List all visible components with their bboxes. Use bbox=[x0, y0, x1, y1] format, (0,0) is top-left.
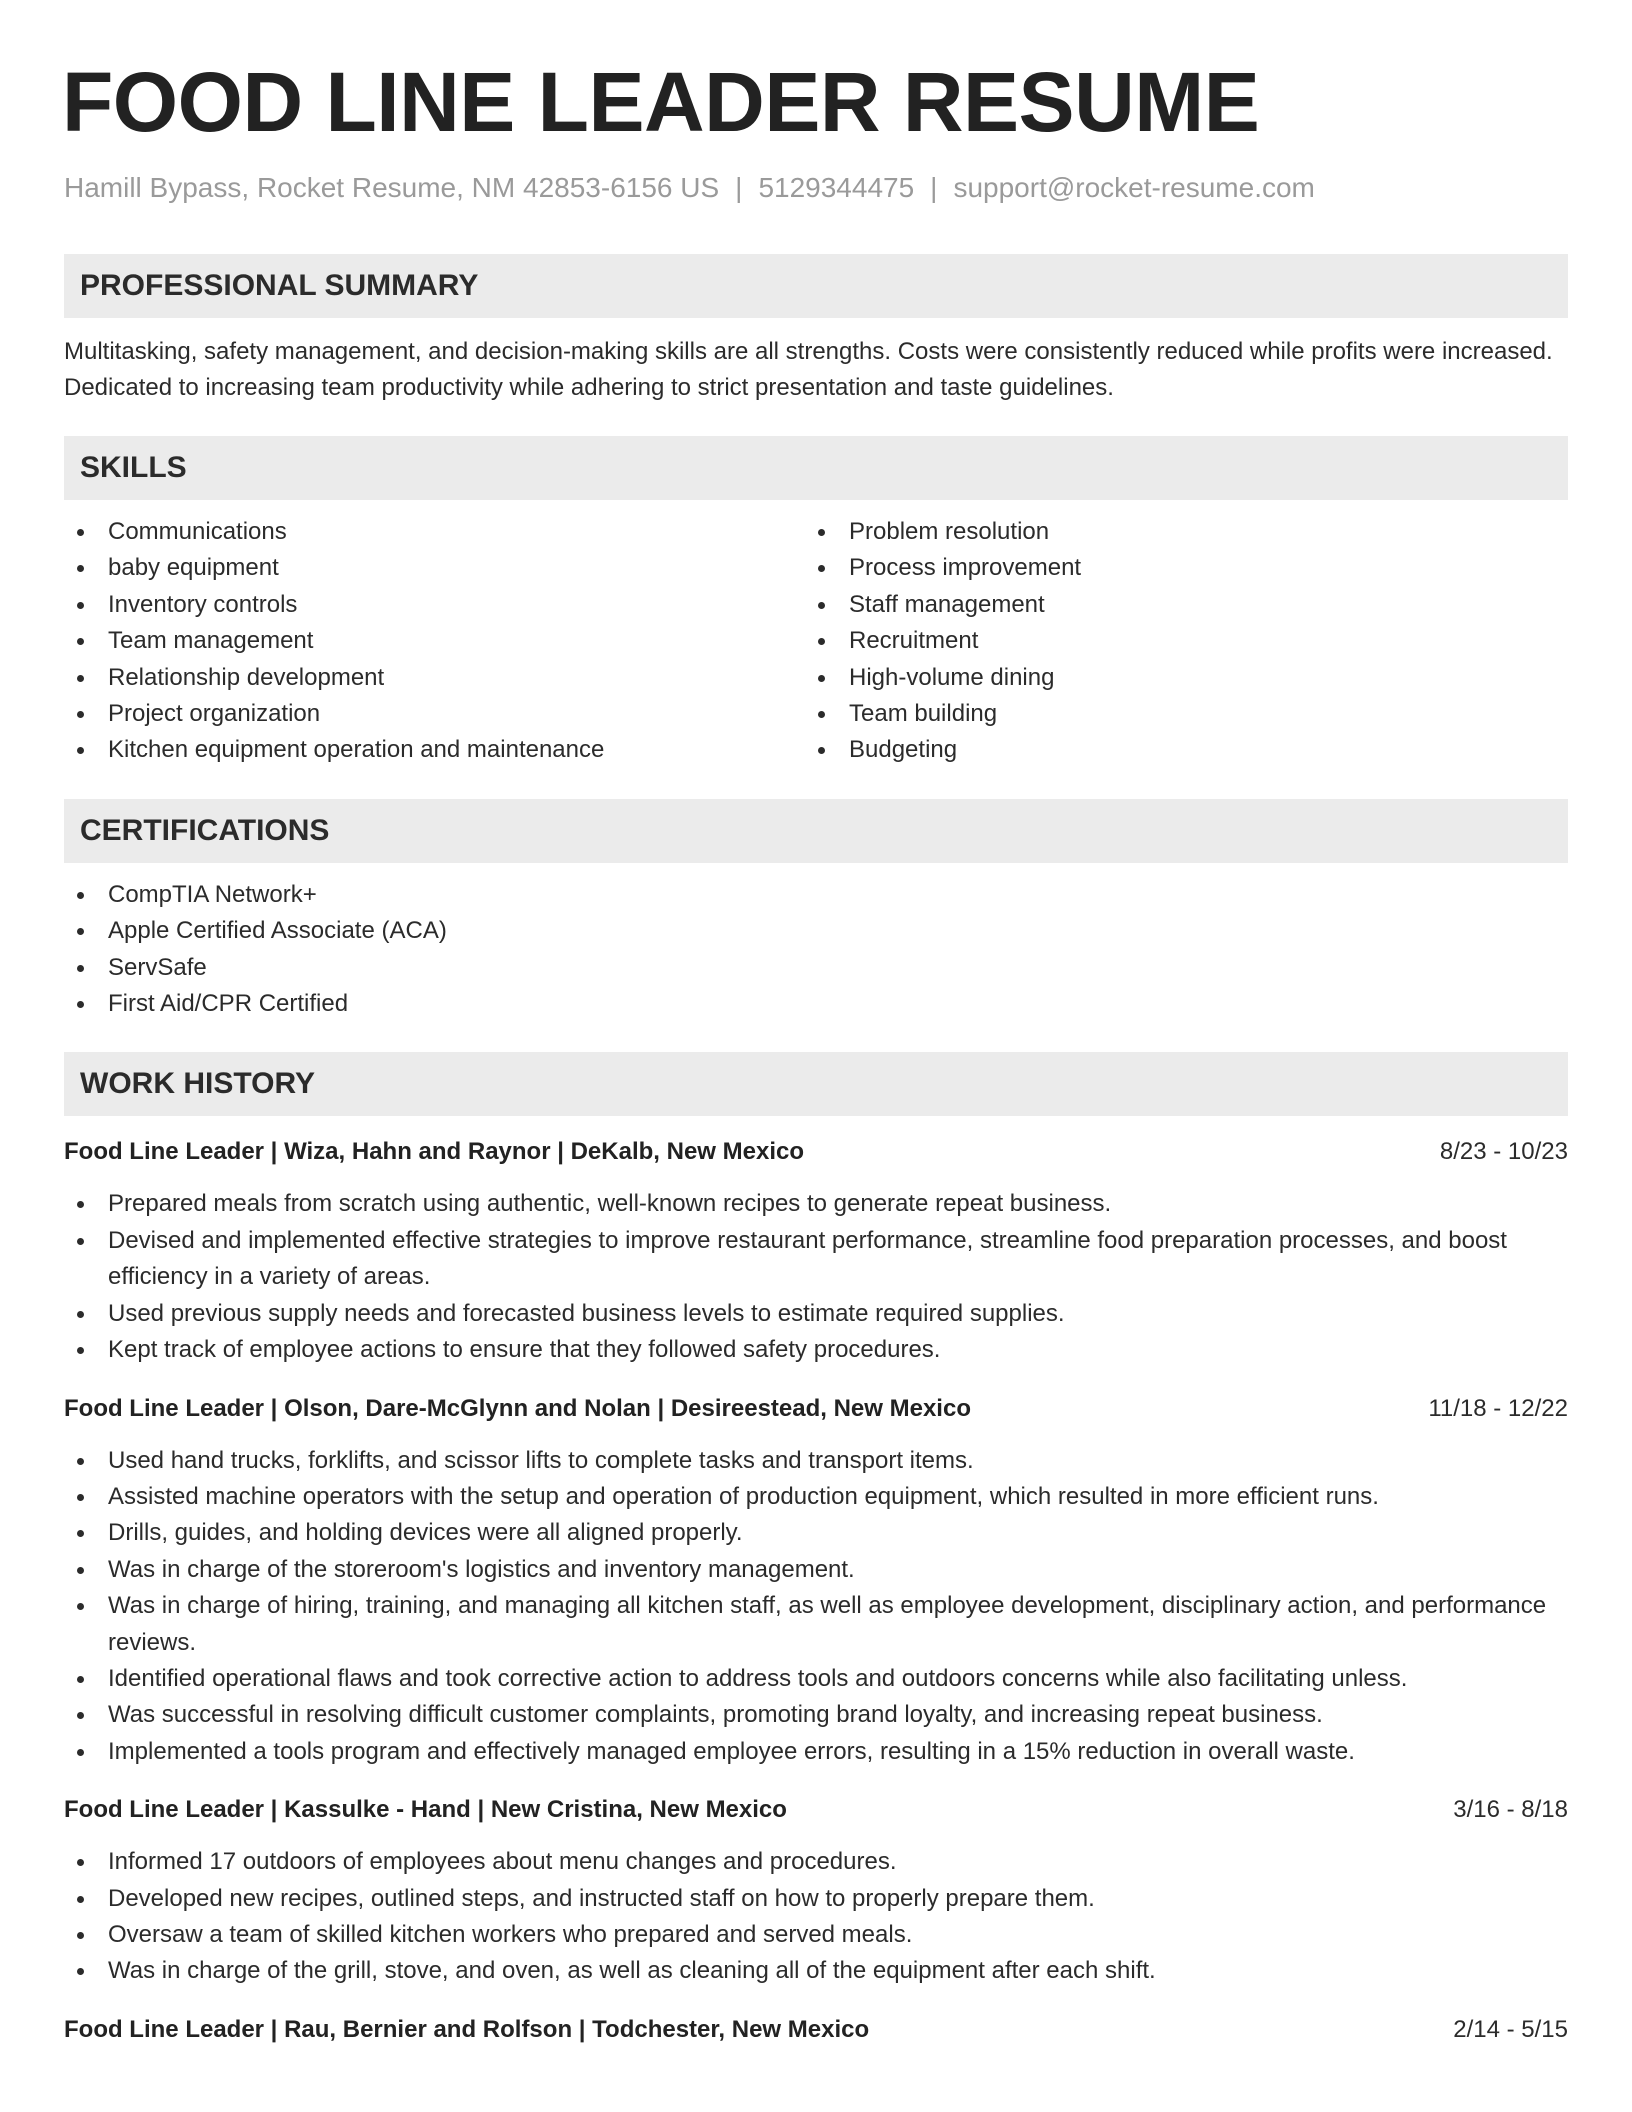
job-bullet: Was in charge of hiring, training, and managing all kitchen staff, as well as employee development, disciplinary action, and performance reviews. bbox=[64, 1588, 1568, 1661]
skill-item: Communications bbox=[64, 514, 805, 550]
skills-list-left bbox=[64, 514, 805, 769]
job-bullet: Used previous supply needs and forecasted business levels to estimate required supplies. bbox=[64, 1296, 1568, 1332]
skills-grid bbox=[64, 514, 1568, 769]
job-dates: 11/18 - 12/22 bbox=[1428, 1394, 1568, 1422]
skill-item: Process improvement bbox=[805, 550, 1546, 586]
job-title: Food Line Leader | Olson, Dare-McGlynn and Nolan | Desireestead, New Mexico bbox=[64, 1394, 971, 1422]
job-header bbox=[64, 1391, 1568, 1427]
skills-heading: SKILLS bbox=[64, 436, 1568, 500]
certification-item: CompTIA Network+ bbox=[64, 877, 1568, 913]
skill-item: High-volume dining bbox=[805, 660, 1546, 696]
certification-item: ServSafe bbox=[64, 950, 1568, 986]
skill-item: Kitchen equipment operation and maintenance bbox=[64, 732, 805, 768]
job-dates: 3/16 - 8/18 bbox=[1453, 1796, 1568, 1824]
job-bullet: Drills, guides, and holding devices were all aligned properly. bbox=[64, 1515, 1568, 1551]
summary-heading: PROFESSIONAL SUMMARY bbox=[64, 254, 1568, 318]
skill-item: Team management bbox=[64, 623, 805, 659]
skill-item: Relationship development bbox=[64, 660, 805, 696]
skill-item: Budgeting bbox=[805, 732, 1546, 768]
contact-separator: | bbox=[735, 172, 743, 203]
skill-item: Inventory controls bbox=[64, 587, 805, 623]
work-history-heading: WORK HISTORY bbox=[64, 1052, 1568, 1116]
job-bullet: Oversaw a team of skilled kitchen workers who prepared and served meals. bbox=[64, 1917, 1568, 1953]
contact-address: Hamill Bypass, Rocket Resume, NM 42853-6156 US bbox=[64, 172, 720, 203]
job-bullet: Kept track of employee actions to ensure that they followed safety procedures. bbox=[64, 1332, 1568, 1368]
contact-email: support@rocket-resume.com bbox=[953, 172, 1315, 203]
job-bullet: Implemented a tools program and effectively managed employee errors, resulting in a 15% reduction in overall waste. bbox=[64, 1734, 1568, 1770]
skill-item: Project organization bbox=[64, 696, 805, 732]
job-dates: 8/23 - 10/23 bbox=[1439, 1138, 1568, 1166]
job-bullet: Identified operational flaws and took corrective action to address tools and outdoors concerns while also facilitating unless. bbox=[64, 1661, 1568, 1697]
certifications-heading: CERTIFICATIONS bbox=[64, 799, 1568, 863]
job-bullets bbox=[64, 1844, 1568, 1990]
job-entry bbox=[64, 1792, 1568, 1990]
skill-item: Recruitment bbox=[805, 623, 1546, 659]
work-history-list bbox=[64, 1134, 1568, 2047]
job-bullet: Prepared meals from scratch using authentic, well-known recipes to generate repeat business. bbox=[64, 1186, 1568, 1222]
job-bullet: Was successful in resolving difficult customer complaints, promoting brand loyalty, and increasing repeat business. bbox=[64, 1697, 1568, 1733]
skills-list-right bbox=[805, 514, 1546, 769]
contact-separator: | bbox=[930, 172, 938, 203]
job-header bbox=[64, 1134, 1568, 1170]
job-title: Food Line Leader | Rau, Bernier and Rolfson | Todchester, New Mexico bbox=[64, 2015, 870, 2043]
job-header bbox=[64, 2012, 1568, 2048]
job-bullets bbox=[64, 1186, 1568, 1368]
job-entry bbox=[64, 1391, 1568, 1771]
job-header bbox=[64, 1792, 1568, 1828]
job-bullet: Was in charge of the grill, stove, and oven, as well as cleaning all of the equipment after each shift. bbox=[64, 1953, 1568, 1989]
job-dates: 2/14 - 5/15 bbox=[1453, 2015, 1568, 2043]
resume-title: FOOD LINE LEADER RESUME bbox=[62, 55, 1260, 149]
skill-item: Team building bbox=[805, 696, 1546, 732]
skill-item: baby equipment bbox=[64, 550, 805, 586]
job-title: Food Line Leader | Wiza, Hahn and Raynor | DeKalb, New Mexico bbox=[64, 1138, 805, 1166]
job-bullets bbox=[64, 1443, 1568, 1771]
summary-text: Multitasking, safety management, and decision-making skills are all strengths. Costs were consistently reduced while profits were increased. Dedicated to increasing team productivity while adhering to strict presentation and taste guidelines. bbox=[64, 338, 1553, 401]
certification-item: Apple Certified Associate (ACA) bbox=[64, 913, 1568, 949]
job-title: Food Line Leader | Kassulke - Hand | New Cristina, New Mexico bbox=[64, 1796, 787, 1824]
certifications-list bbox=[64, 877, 1568, 1023]
job-bullet: Devised and implemented effective strategies to improve restaurant performance, streamline food preparation processes, and boost efficiency in a variety of areas. bbox=[64, 1223, 1568, 1296]
skill-item: Staff management bbox=[805, 587, 1546, 623]
job-bullet: Was in charge of the storeroom's logistics and inventory management. bbox=[64, 1552, 1568, 1588]
job-bullet: Assisted machine operators with the setup and operation of production equipment, which resulted in more efficient runs. bbox=[64, 1479, 1568, 1515]
contact-phone: 5129344475 bbox=[758, 172, 915, 203]
job-bullet: Informed 17 outdoors of employees about menu changes and procedures. bbox=[64, 1844, 1568, 1880]
skill-item: Problem resolution bbox=[805, 514, 1546, 550]
job-bullet: Developed new recipes, outlined steps, and instructed staff on how to properly prepare them. bbox=[64, 1881, 1568, 1917]
job-entry bbox=[64, 2012, 1568, 2048]
job-entry bbox=[64, 1134, 1568, 1368]
certification-item: First Aid/CPR Certified bbox=[64, 986, 1568, 1022]
job-bullet: Used hand trucks, forklifts, and scissor lifts to complete tasks and transport items. bbox=[64, 1443, 1568, 1479]
contact-line bbox=[64, 174, 1568, 202]
